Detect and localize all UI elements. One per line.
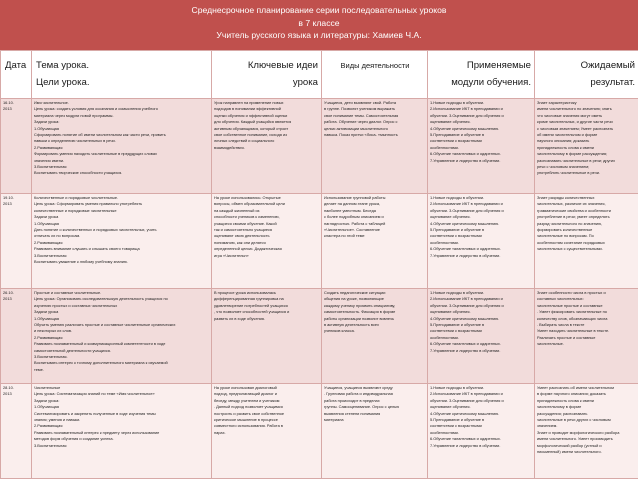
cell-line: в форме научного описания; доказать	[537, 391, 606, 397]
cell-ideas	[212, 99, 322, 194]
cell-line: развить их в ходе обучения.	[214, 315, 265, 321]
cell-line: 5.Преподавание и обучение в	[430, 322, 485, 328]
cell-line: группы. Самооценивание. Опрос с целью	[324, 404, 400, 410]
cell-line: целью активизации мыслительного	[324, 125, 388, 131]
cell-line: Задачи урока:	[34, 119, 60, 125]
cell-line: оценки обучения и эффективной оценки	[214, 112, 288, 118]
cell-date	[1, 194, 32, 289]
cell-line: работы организации позволит вовлечь	[324, 315, 394, 321]
cell-line: Имя числительное.	[34, 100, 69, 105]
cell-line: определенной целью. Дидактическая	[214, 246, 282, 252]
cell-modules	[428, 194, 535, 289]
cell-line: 2013	[3, 201, 12, 207]
cell-line: 7.Управление и лидерство в обучении.	[430, 442, 501, 448]
cell-line: свое собственное понимание, исходя из	[214, 132, 287, 138]
cell-line: Знает особенности числа в простых и	[537, 290, 606, 295]
cell-activity	[322, 384, 428, 479]
cell-line: Сформировать понятие об имени числительном как части речи, привить	[34, 132, 166, 138]
cell-line: Цель урока: Систематизация знаний по теме «Имя числительное»	[34, 391, 155, 397]
cell-line: употреблять числительные в речи.	[537, 170, 600, 176]
cell-line: работа. Обучение через диалог. Опрос с	[324, 119, 398, 125]
cell-line: навыки к определению числительных в речи.	[34, 138, 116, 144]
table-row	[1, 194, 638, 289]
cell-line: на каждый жизненный из	[214, 207, 260, 213]
cell-line: Формировать умения находить числительные в предудущих словах	[34, 151, 157, 157]
cell-line: построить и развить свое собственное	[214, 410, 285, 416]
cell-line: 1.Новые подходы в обучении.	[430, 100, 485, 105]
cell-line: Умеет находить числительные в тексте.	[537, 328, 610, 334]
cell-line: в активную деятельность всех	[324, 322, 379, 328]
header-row	[1, 51, 638, 99]
cell-line: числительных с существительными.	[537, 246, 603, 252]
cell-line: теме.	[34, 366, 44, 372]
cell-line: . Групповая работа и индивидуальная	[324, 391, 393, 397]
table-row	[1, 99, 638, 194]
cell-line: . Данный подход позволяет учащимся	[214, 404, 283, 410]
cell-line: имени числительного по значению; знать	[537, 106, 612, 112]
cell-line: . Умеет фиксировать числительные по	[537, 309, 607, 315]
cell-line: активным обучающимся, который строит	[214, 125, 289, 131]
cell-line: особенностями.	[430, 144, 459, 150]
banner-line-1: Среднесрочное планирование серии последовательных уроков	[191, 5, 447, 15]
cell-line: личных следствий и социального	[214, 138, 275, 144]
cell-line: Умеет распознать об имени числительном	[537, 385, 614, 390]
cell-ideas	[212, 289, 322, 384]
cell-line: что числовые значения могут иметь	[537, 112, 603, 118]
cell-line: особенностям сочетание порядковых	[537, 239, 605, 245]
col-header-modules: Применяемые модули обучения.	[428, 51, 535, 99]
cell-line: Использование групповой работы	[324, 195, 386, 200]
cell-line: употребление в речи; умеет определять	[537, 214, 610, 220]
cell-line: для обучения. Каждый учащийся является	[214, 119, 292, 125]
cell-line: научного описания; доказать	[537, 138, 590, 144]
cell-line: морфологический разбор (устный и	[537, 442, 602, 448]
cell-line: . Выбирать числа в тексте	[537, 322, 585, 328]
cell-line: 3.Воспитательная	[34, 442, 67, 448]
cell-line: 6.Обучение талантливых и одаренных.	[430, 436, 501, 442]
cell-line: Создать педагогические ситуации	[324, 290, 386, 295]
cell-line: Цель урока: Сформировать умения правильно употреблять	[34, 201, 143, 207]
plan-table-body	[1, 99, 638, 479]
cell-line: изучению простых и составных числительных	[34, 302, 118, 308]
cell-line: рассуждения; распознавать	[537, 410, 588, 416]
cell-line: подходов в понимании эффективной	[214, 106, 281, 112]
cell-line: самостоятельность. Фиксация в форме	[324, 309, 396, 315]
cell-line: самостоятельной деятельности учащихся.	[34, 347, 111, 353]
cell-line: Знает разряды количественных	[537, 195, 595, 200]
cell-line: кроме числительных, и другие части речи	[537, 119, 613, 125]
cell-activity	[322, 289, 428, 384]
cell-line: грамматические свойства и особенности	[537, 207, 611, 213]
cell-modules	[428, 384, 535, 479]
cell-line: 1.Новые подходы в обучении.	[430, 195, 485, 200]
cell-line: пониманию, как они делятся	[214, 239, 266, 245]
cell-line: общения на уроке, позволяющие	[324, 296, 384, 302]
cell-line: оценивание обучения.	[430, 309, 471, 315]
cell-line: особенностями.	[430, 429, 459, 435]
cell-line: материала через модули новой программы.	[34, 112, 114, 118]
cell-line: 1.Обучающая	[34, 315, 59, 321]
cell-line: оценивание обучения.	[430, 214, 471, 220]
cell-line: , что позволяет способностей учащихся и	[214, 309, 290, 315]
cell-line: Количественные и порядковые числительные.	[34, 195, 119, 200]
cell-line: Знает и проводит морфологического разбора	[537, 429, 620, 435]
cell-line: оценивание обучения.	[430, 404, 471, 410]
cell-line: количеству слов, обозначающих числа	[537, 315, 608, 321]
cell-line: имени числительного. Умеет производить	[537, 436, 613, 442]
cell-date	[1, 289, 32, 384]
cell-line: Числительные	[34, 385, 61, 390]
cell-line: 7.Управление и лидерство в обучении.	[430, 347, 501, 353]
cell-line: 2.Развивающая	[34, 239, 63, 245]
cell-line: Простые и составные числительные.	[34, 290, 102, 295]
cell-line: формировать количественные	[537, 227, 593, 233]
cell-line: удовлетворение потребностей учащихся	[214, 302, 288, 308]
cell-line: 7.Управление и лидерство в обучении.	[430, 252, 501, 258]
cell-line: 4.Обучение критическому мышлению.	[430, 410, 500, 416]
cell-line: составных числительных:	[537, 296, 584, 302]
cell-topic	[32, 194, 212, 289]
cell-line: обучении. 3.Оценивание для обучения и	[430, 397, 504, 403]
cell-line: 1.Новые подходы в обучении.	[430, 385, 485, 390]
cell-line: наиболее уместным. Беседа	[324, 207, 376, 213]
cell-line: учащиеся своими обучение. Какой	[214, 220, 277, 226]
title-banner	[0, 0, 638, 50]
col-header-topic: Тема урока. Цели урока.	[32, 51, 212, 99]
cell-line: На уроке использован диалоговый	[214, 385, 277, 390]
cell-line: дифференцированная группировка на	[214, 296, 284, 302]
cell-line: 2.Использование ИКТ в преподавании и	[430, 391, 503, 397]
cell-line: Задачи урока	[34, 214, 59, 220]
cell-line: Цель урока: создать условия для осознания и осмысления учебного	[34, 106, 158, 112]
cell-line: совместного использования. Работа в	[214, 423, 283, 429]
cell-line: Систематизировать и закрепить полученные в ходе изучения темы	[34, 410, 156, 416]
table-row	[1, 289, 638, 384]
cell-line: в группе. Позволят учеником выражать	[324, 106, 396, 112]
banner-line-3: Учитель русского языка и литературы: Хамиев Ч.А.	[216, 30, 422, 40]
cell-line: Задачи урока	[34, 309, 59, 315]
cell-line: учеников класса.	[324, 328, 355, 334]
cell-line: особенностями.	[430, 239, 459, 245]
cell-line: и некоторых их слов.	[34, 328, 73, 334]
cell-result	[535, 289, 638, 384]
cell-line: 3.Воспитательная	[34, 164, 67, 170]
cell-line: соответствии с возрастными	[430, 423, 482, 429]
col-header-result: Ожидаемый результат.	[535, 51, 638, 99]
cell-line: так и самостоятельно учащиеся	[214, 227, 273, 233]
cell-modules	[428, 99, 535, 194]
cell-line: материала	[324, 417, 344, 423]
cell-line: «Числительное». Составление	[324, 227, 380, 233]
cell-line: 2.Использование ИКТ в преподавании и	[430, 201, 503, 207]
cell-line: 5.Преподавание и обучение в	[430, 227, 485, 233]
cell-result	[535, 194, 638, 289]
col-header-ideas: Ключевые идеи урока	[212, 51, 322, 99]
cell-date	[1, 384, 32, 479]
cell-line: 2.Развивающая	[34, 334, 63, 340]
cell-line: каждому ученику проявить инициативу,	[324, 302, 396, 308]
cell-date	[1, 99, 32, 194]
cell-line: принадлежность слова к имени	[537, 397, 594, 403]
cell-line: с более подробным описанием и	[324, 214, 384, 220]
cell-line: 19.10.	[3, 195, 14, 200]
cell-line: 1.Обучающая	[34, 125, 59, 131]
cell-line: кластера по этой теме	[324, 233, 365, 239]
cell-line: 1.Новые подходы в обучении.	[430, 290, 485, 295]
cell-line: Развивать познавательный интерес к предмету через использование	[34, 429, 160, 435]
cell-line: знания; умения и навыки.	[34, 417, 81, 423]
cell-ideas	[212, 384, 322, 479]
cell-line: оценивают свою деятельность	[214, 233, 270, 239]
cell-line: 4.Обучение критическому мышлению.	[430, 315, 500, 321]
cell-line: критическое мышление в процессе	[214, 417, 278, 423]
col-header-date: Дата	[1, 51, 32, 99]
cell-line: свое понимание темы. Самостоятельная	[324, 112, 399, 118]
cell-line: Воспитывать уважение к любому учебному знанию.	[34, 259, 128, 265]
cell-line: 6.Обучение талантливых и одаренных.	[430, 151, 501, 157]
cell-line: Развивать внимание слушать и слышать своего товарища	[34, 246, 140, 252]
cell-line: особенностями.	[430, 334, 459, 340]
cell-line: беседу, между учителем и учеником	[214, 397, 280, 403]
cell-line: взаимодействия.	[214, 144, 245, 150]
cell-line: 2013	[3, 106, 12, 112]
cell-line: Урок направлен на применение новых	[214, 100, 284, 105]
cell-line: значения имени.	[34, 157, 65, 163]
cell-line: принадлежность слова к имени	[537, 144, 594, 150]
cell-line: оценивание обучения.	[430, 119, 471, 125]
cell-line: 7.Управление и лидерство в обучении.	[430, 157, 501, 163]
cell-line: значением.	[537, 423, 558, 429]
cell-line: с числовым значением; Умеет распознать	[537, 125, 614, 131]
cell-line: числительные.	[537, 341, 564, 347]
cell-line: способности учеников к изменению,	[214, 214, 280, 220]
cell-line: игра «Числительн»	[214, 252, 249, 258]
cell-topic	[32, 289, 212, 384]
cell-line: На уроке использовались: Открытые	[214, 195, 281, 200]
cell-result	[535, 384, 638, 479]
cell-line: выявления степени понимания	[324, 410, 381, 416]
cell-line: 2.Использование ИКТ в преподавании и	[430, 106, 503, 112]
cell-line: числительные в речи других с числовым	[537, 417, 611, 423]
cell-line: числительных, различие их значения,	[537, 201, 606, 207]
banner-line-2: в 7 классе	[298, 17, 340, 28]
cell-line: 26.10.	[3, 290, 14, 295]
cell-line: подход, предполагающий диалог и	[214, 391, 277, 397]
cell-line: 3.Воспитательная	[34, 252, 67, 258]
cell-line: числительному в форме рассуждения;	[537, 151, 608, 157]
cell-line: 4.Обучение критическому мышлению.	[430, 220, 500, 226]
cell-line: речи с числовым значением;	[537, 164, 590, 170]
cell-line: обучении. 3.Оценивание для обучения и	[430, 302, 504, 308]
cell-line: об имени числительном и форме	[537, 132, 598, 138]
cell-line: числительные по вопросам. По	[537, 233, 594, 239]
cell-line: числительному в форме	[537, 404, 582, 410]
cell-line: 2.Развивающая	[34, 423, 63, 429]
cell-line: работа происходит в пределах	[324, 397, 380, 403]
cell-line: 3.Воспитательная.	[34, 354, 68, 360]
cell-line: 2013	[3, 391, 12, 397]
cell-line: 4.Обучение критическому мышлению.	[430, 125, 500, 131]
cell-line: Воспитывать интерес к точному дополнительного материала к изучаемой	[34, 360, 168, 366]
cell-line: 2.Развивающая	[34, 144, 63, 150]
cell-topic	[32, 384, 212, 479]
cell-line: методов форм обучения и создание успеха.	[34, 436, 114, 442]
cell-line: парах.	[214, 429, 226, 435]
cell-line: Воспитывать творческие способности учащихся.	[34, 170, 123, 176]
cell-line: 6.Обучение талантливых и одаренных.	[430, 341, 501, 347]
cell-line: Учащиеся, дети выявляют свой. Работа	[324, 100, 397, 105]
cell-line: навыка. Показ притчи «Лиса- «мынность	[324, 132, 398, 138]
cell-topic	[32, 99, 212, 194]
cell-line: соответствии с возрастными	[430, 138, 482, 144]
cell-line: 16.10.	[3, 100, 14, 105]
cell-line: Цель урока: Организовать исследовательскую деятельность учащихся по	[34, 296, 168, 302]
cell-line: распознавать числительные в речи; других	[537, 157, 616, 163]
plan-table	[0, 50, 638, 479]
cell-activity	[322, 99, 428, 194]
cell-modules	[428, 289, 535, 384]
col-header-activity: Виды деятельности	[322, 51, 428, 99]
cell-line: 1.Обучающая	[34, 220, 59, 226]
cell-line: количественные и порядковые числительные	[34, 207, 117, 213]
cell-activity	[322, 194, 428, 289]
cell-line: соответствии с возрастными	[430, 233, 482, 239]
cell-line: делает на данном этапе урока,	[324, 201, 381, 207]
cell-line: числительные простые и составные	[537, 302, 603, 308]
cell-line: 5.Преподавание и обучение в	[430, 132, 485, 138]
cell-line: 2.Использование ИКТ в преподавании и	[430, 296, 503, 302]
cell-line: В процессе урока использовалась	[214, 290, 276, 295]
cell-line: 2013	[3, 296, 12, 302]
cell-ideas	[212, 194, 322, 289]
cell-line: разряд числительного по значению,	[537, 220, 603, 226]
cell-line: Обучить умению различать простые и составные числительные органических	[34, 322, 176, 328]
cell-line: 6.Обучение талантливых и одаренных.	[430, 246, 501, 252]
cell-line: отличать их по вопросам.	[34, 233, 81, 239]
cell-line: Развивать познавательный и коммуникационный компетентности в ходе	[34, 341, 166, 347]
cell-line: Различать простые и составные	[537, 334, 596, 340]
cell-result	[535, 99, 638, 194]
cell-line: Задачи урока:	[34, 397, 60, 403]
cell-line: Знает характеристику	[537, 100, 577, 105]
cell-line: обучении. 3.Оценивание для обучения и	[430, 207, 504, 213]
cell-line: обучении. 3.Оценивание для обучения и	[430, 112, 504, 118]
table-row	[1, 384, 638, 479]
cell-line: 1.Обучающая	[34, 404, 59, 410]
cell-line: наглядностью. Работа с таблицей	[324, 220, 386, 226]
cell-line: соответствии с возрастными	[430, 328, 482, 334]
cell-line: 28.10.	[3, 385, 14, 390]
cell-line: 5.Преподавание и обучение в	[430, 417, 485, 423]
cell-line: Дать понятие о количественных и порядковых числительных, учить	[34, 227, 157, 233]
cell-line: вопросы, обмен образовательной цели	[214, 201, 285, 207]
cell-line: письменный) имени числительного.	[537, 449, 602, 455]
cell-line: Учащиеся, учащиеся выявляют среду	[324, 385, 393, 390]
